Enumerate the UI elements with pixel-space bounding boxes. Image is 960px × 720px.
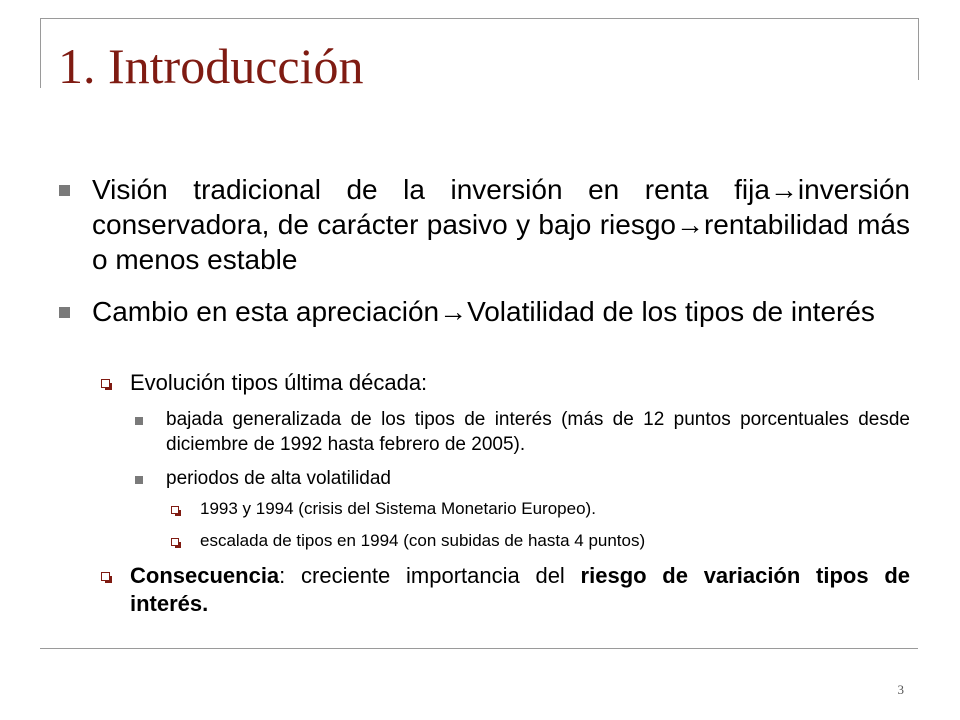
- sub-bullet-text: Evolución tipos última década:: [130, 370, 428, 395]
- bullet-text: Cambio en esta apreciación→Volatilidad de los tipos de interés: [92, 296, 875, 327]
- hollow-square-bullet-icon: [171, 506, 179, 514]
- square-bullet-icon: [59, 307, 70, 318]
- square-bullet-icon: [135, 417, 143, 425]
- level4-bullet-escalada: [200, 530, 910, 552]
- level4-bullet-text: 1993 y 1994 (crisis del Sistema Monetario Europeo).: [200, 499, 596, 518]
- bullet-vision-tradicional: [92, 172, 910, 277]
- bullet-text: Visión tradicional de la inversión en renta fija→inversión conservadora, de carácter pasivo y bajo riesgo→rentabilidad más o menos estable: [92, 174, 910, 275]
- consecuencia-label: Consecuencia: [130, 563, 280, 588]
- bullet-cambio-apreciacion: [92, 294, 910, 329]
- level4-bullet-text: escalada de tipos en 1994 (con subidas de hasta 4 puntos): [200, 531, 646, 550]
- consecuencia-text: : creciente importancia del: [279, 563, 581, 588]
- footer-divider: [40, 648, 918, 649]
- sub-sub-bullet-bajada: [166, 407, 910, 457]
- square-bullet-icon: [135, 476, 143, 484]
- sub-bullet-evolucion: [130, 369, 910, 397]
- hollow-square-bullet-icon: [171, 538, 179, 546]
- hollow-square-bullet-icon: [101, 572, 110, 581]
- sub-sub-bullet-text: bajada generalizada de los tipos de interés (más de 12 puntos porcentuales desde diciembre de 1992 hasta febrero de 2005).: [166, 409, 910, 455]
- frame-left-line: [40, 18, 41, 88]
- sub-sub-bullet-periodos: [166, 466, 910, 491]
- page-number: 3: [897, 682, 904, 697]
- consecuencia-emphasis: riesgo de variación tipos de interés.: [130, 563, 910, 616]
- frame-right-line: [918, 18, 919, 80]
- slide-title: 1. Introducción: [58, 38, 364, 94]
- sub-sub-bullet-text: periodos de alta volatilidad: [166, 468, 391, 489]
- frame-top-line: [40, 18, 918, 19]
- level4-bullet-crisis: [200, 498, 910, 520]
- sub-bullet-consecuencia: [130, 562, 910, 618]
- square-bullet-icon: [59, 185, 70, 196]
- hollow-square-bullet-icon: [101, 379, 110, 388]
